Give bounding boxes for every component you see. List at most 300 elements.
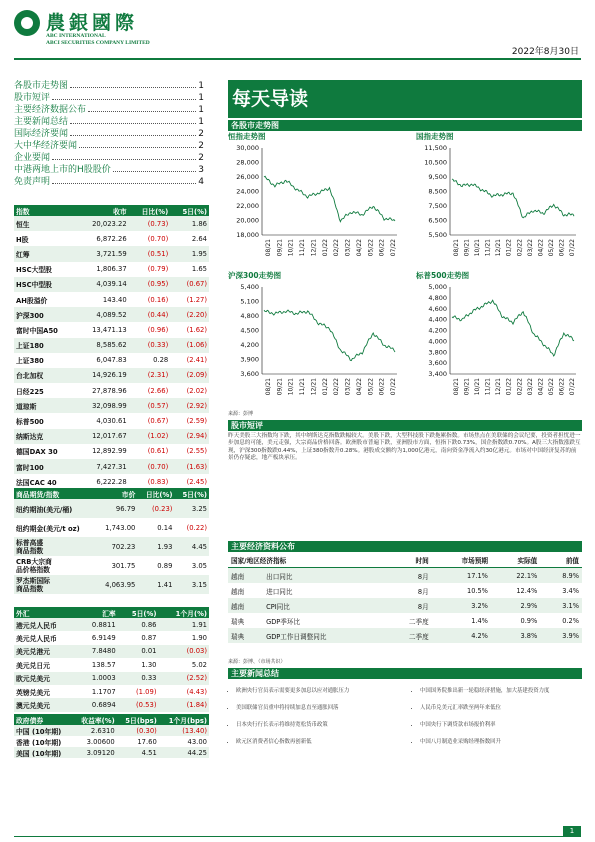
- table-header: 1个月(%): [158, 607, 209, 618]
- table-cell: 美国 (10年期): [14, 747, 72, 758]
- table-cell: 138.57: [91, 660, 116, 669]
- table-cell: 德国DAX 30: [16, 448, 58, 457]
- table-row: [14, 216, 209, 231]
- table-cell: 0.9%: [520, 616, 538, 625]
- table-cell: 5.02: [191, 660, 207, 669]
- table-cell: 6,872.26: [96, 234, 127, 243]
- x-tick-label: 01/22: [321, 378, 329, 396]
- table-cell: 纳斯达克: [14, 429, 76, 444]
- news-item: • 欧洲央行官员表示需要更多加息以应对通胀压力: [236, 688, 403, 695]
- news-item: • 欧元区消费者信心指数再创新低: [236, 739, 403, 746]
- x-tick-label: 02/22: [516, 239, 524, 257]
- y-tick-label: 5,000: [428, 283, 447, 291]
- table-row: [14, 658, 209, 671]
- table-cell: 301.75: [111, 561, 136, 570]
- table-cell: (0.53): [118, 698, 159, 711]
- table-cell: AH股溢价: [16, 296, 48, 305]
- table-cell: 8月: [385, 598, 432, 613]
- table-cell: 0.28: [153, 356, 169, 365]
- table-cell: 143.40: [102, 295, 127, 304]
- table-row: [14, 575, 209, 594]
- table-cell: (2.02): [186, 386, 207, 395]
- table-cell: (2.09): [170, 368, 209, 383]
- table-cell: 44.25: [159, 747, 209, 758]
- table-cell: 恒生: [14, 216, 76, 231]
- y-tick-label: 3,900: [240, 355, 259, 364]
- table-cell: (0.70): [147, 234, 169, 243]
- x-tick-label: 12/21: [495, 378, 503, 396]
- x-tick-label: 01/22: [505, 239, 513, 257]
- table-cell: CPI同比: [263, 598, 384, 613]
- toc-dots: [52, 176, 196, 184]
- table-row: [14, 499, 209, 518]
- table-row: [228, 613, 582, 628]
- table-cell: 上证380: [16, 357, 44, 366]
- table-cell: 12,017.67: [76, 429, 128, 444]
- table-cell: 0.01: [118, 645, 159, 658]
- toc-item-page: 2: [198, 141, 204, 151]
- y-tick-label: 3,600: [428, 359, 447, 368]
- table-header: 时间: [385, 552, 432, 568]
- x-tick-label: 08/21: [453, 378, 460, 396]
- toc-item[interactable]: [14, 164, 204, 176]
- x-tick-label: 03/22: [526, 239, 534, 257]
- toc-item[interactable]: [14, 176, 204, 188]
- report-date: 2022年8月30日: [511, 47, 579, 57]
- chart-source: 来源：彭博: [228, 411, 254, 417]
- y-tick-label: 22,000: [236, 202, 259, 210]
- table-cell: (0.67): [170, 277, 209, 292]
- table-header: 国家/地区经济指标: [228, 552, 385, 568]
- market-comment: 昨天美股三大指数均下跌，其中纳斯达克指数跌幅较大。美股下跌，大型科技股下跌拖累指数。市场焦点在美联储的会议纪要，投资者担忧进一步加息的可能，美元走强，大宗商品价格回落。欧洲股市普遍下跌，亚洲股市方面，恒指下跌0.73%，国企指数跌0.70%。A股三大指数涨跌互现，沪深300指数跌0.44%，上证380指数升0.28%。港股成交额约为1,000亿港元，南向资金净流入约30亿港元。市场对中国经济复苏的前景仍存疑虑，地产板块承压。: [228, 433, 581, 462]
- table-cell: 纽约期油(美元/桶): [14, 499, 96, 518]
- table-row: [14, 556, 209, 575]
- table-cell: (2.41): [186, 356, 207, 365]
- table-cell: 瑞典: [228, 628, 263, 643]
- table-cell: 红筹: [14, 246, 76, 261]
- x-tick-label: 02/22: [516, 378, 524, 396]
- table-cell: (2.45): [186, 477, 207, 486]
- table-cell: 12,892.99: [92, 447, 127, 456]
- table-cell: 富时中国A50: [16, 326, 58, 335]
- table-cell: 日经225: [16, 387, 44, 396]
- toc-item[interactable]: [14, 104, 204, 116]
- x-tick-label: 06/22: [558, 239, 566, 257]
- table-cell: 英镑兑美元: [16, 688, 50, 697]
- table-row: [14, 292, 209, 307]
- x-tick-label: 06/22: [378, 378, 386, 396]
- table-row: [14, 537, 209, 556]
- table-cell: 12.4%: [516, 586, 538, 595]
- y-tick-label: 26,000: [236, 173, 259, 181]
- toc-dots: [70, 80, 196, 88]
- x-tick-label: 06/22: [558, 378, 566, 396]
- news-item: • 人民币兑美元汇率跌至两年来低位: [420, 705, 582, 712]
- table-cell: (1.84): [158, 698, 209, 711]
- chart-csi300: [228, 270, 403, 405]
- table-row: [14, 747, 209, 758]
- y-tick-label: 4,800: [428, 293, 447, 302]
- table-cell: 3.2%: [432, 598, 491, 613]
- y-tick-label: 5,400: [240, 283, 259, 291]
- x-tick-label: 12/21: [310, 239, 318, 257]
- y-tick-label: 4,600: [428, 304, 447, 313]
- chart-hsi: [228, 131, 403, 266]
- table-row: [14, 631, 209, 644]
- table-cell: (0.30): [117, 725, 159, 736]
- x-tick-label: 02/22: [333, 378, 341, 396]
- toc-item[interactable]: [14, 116, 204, 128]
- toc-item-page: 4: [198, 177, 204, 187]
- toc-item-title: 中港两地上市的H股股价: [14, 165, 111, 175]
- toc-item[interactable]: [14, 92, 204, 104]
- table-cell: 0.2%: [562, 616, 579, 625]
- commodity-table: [14, 488, 209, 594]
- table-cell: 瑞典: [231, 617, 245, 626]
- table-cell: (0.57): [129, 398, 171, 413]
- table-row: [14, 645, 209, 658]
- table-cell: (2.59): [186, 417, 207, 426]
- table-row: [14, 618, 209, 631]
- toc-item[interactable]: [14, 140, 204, 152]
- toc-dots: [79, 140, 196, 148]
- table-cell: (0.67): [147, 417, 169, 426]
- table-cell: 3,721.59: [76, 246, 128, 261]
- y-tick-label: 4,500: [240, 326, 259, 335]
- table-cell: 3.00600: [86, 737, 115, 746]
- table-cell: 8.9%: [540, 568, 582, 584]
- y-tick-label: 4,000: [428, 337, 447, 346]
- series-line: [452, 179, 574, 218]
- page-number: 1: [563, 826, 581, 836]
- table-cell: 8,585.62: [76, 338, 128, 353]
- table-cell: 越南: [228, 598, 263, 613]
- table-row: [14, 231, 209, 246]
- table-cell: 22.1%: [491, 568, 540, 584]
- news-item: • 中国八月制造业采购经理指数回升: [420, 739, 582, 746]
- chart-title: 国指走势图: [416, 132, 454, 141]
- table-cell: 96.79: [96, 499, 137, 518]
- chart-svg: [416, 142, 582, 265]
- section-comment: 股市短评: [228, 420, 582, 431]
- table-cell: 0.14: [157, 523, 173, 532]
- abci-logo-icon: [14, 10, 40, 36]
- logo-english-2: ABCI SECURITIES COMPANY LIMITED: [46, 40, 150, 46]
- table-cell: (2.20): [170, 307, 209, 322]
- table-cell: 标普高盛 商品指数: [14, 537, 96, 556]
- table-row: [228, 598, 582, 613]
- table-cell: 美元兑日元: [16, 661, 50, 670]
- toc-item-page: 2: [198, 153, 204, 163]
- table-cell: 道琼斯: [14, 398, 76, 413]
- table-cell: 1.95: [170, 246, 209, 261]
- table-row: [14, 725, 209, 736]
- table-cell: 1.86: [170, 216, 209, 231]
- table-cell: HSC中型股: [14, 277, 76, 292]
- x-tick-label: 02/22: [333, 239, 341, 257]
- table-cell: 702.23: [96, 537, 137, 556]
- table-cell: 4,089.52: [76, 307, 128, 322]
- table-row: [14, 459, 209, 474]
- table-cell: 1.65: [191, 265, 207, 274]
- table-cell: 7,427.31: [76, 459, 128, 474]
- table-cell: 3.09120: [72, 747, 116, 758]
- toc-item[interactable]: [14, 80, 204, 92]
- news-item: • 美国联储官员重申将持续加息直至通胀回落: [236, 705, 403, 712]
- y-tick-label: 18,000: [236, 231, 259, 239]
- table-cell: (0.23): [137, 499, 174, 518]
- table-cell: (0.61): [147, 447, 169, 456]
- x-tick-label: 08/21: [265, 378, 272, 396]
- x-tick-label: 12/21: [310, 378, 318, 396]
- table-cell: 6,222.28: [96, 477, 127, 486]
- logo-chinese: 農銀國際: [46, 12, 139, 34]
- table-cell: 法国CAC 40: [16, 478, 57, 487]
- chart-hscei: [416, 131, 582, 266]
- table-row: [228, 583, 582, 598]
- table-cell: 0.8811: [78, 618, 118, 631]
- table-cell: (0.96): [147, 325, 169, 334]
- table-cell: GDP季环比: [266, 617, 301, 626]
- table-cell: 越南: [228, 568, 263, 584]
- table-cell: 1.30: [141, 660, 157, 669]
- x-tick-label: 05/22: [367, 378, 375, 396]
- x-tick-label: 04/22: [537, 378, 545, 396]
- table-cell: 6,047.83: [96, 356, 127, 365]
- table-row: [14, 685, 209, 698]
- table-header: 5日(%): [118, 607, 159, 618]
- table-cell: (1.62): [186, 325, 207, 334]
- table-header: 政府债券: [14, 714, 72, 725]
- table-row: [14, 698, 209, 711]
- news-left: [228, 688, 403, 756]
- x-tick-label: 09/21: [276, 239, 284, 257]
- toc-dots: [70, 116, 196, 124]
- x-tick-label: 12/21: [495, 239, 503, 257]
- table-cell: 4,030.61: [96, 417, 127, 426]
- table-row: [228, 628, 582, 643]
- table-cell: 20,023.22: [76, 216, 128, 231]
- table-cell: 2.64: [191, 234, 207, 243]
- x-tick-label: 10/21: [287, 378, 295, 396]
- table-cell: 13,471.13: [92, 325, 127, 334]
- table-cell: 标普500: [16, 418, 44, 427]
- table-cell: (0.22): [186, 523, 207, 532]
- y-tick-label: 3,800: [428, 348, 447, 357]
- series-line: [264, 176, 395, 221]
- index-table: [14, 205, 209, 489]
- table-cell: 台北加权: [14, 368, 76, 383]
- y-tick-label: 11,500: [424, 144, 447, 152]
- toc-dots: [52, 92, 196, 100]
- x-tick-label: 09/21: [463, 239, 471, 257]
- table-cell: 4.45: [174, 537, 209, 556]
- y-tick-label: 5,100: [240, 297, 259, 306]
- table-cell: 0.33: [118, 672, 159, 685]
- table-row: [14, 672, 209, 685]
- table-row: [14, 307, 209, 322]
- x-tick-label: 07/22: [569, 239, 576, 257]
- table-cell: 中国 (10年期): [14, 725, 72, 736]
- section-charts: 各股市走势图: [228, 120, 582, 131]
- toc-dots: [70, 128, 196, 136]
- x-tick-label: 08/21: [265, 239, 272, 257]
- y-tick-label: 3,400: [428, 370, 447, 378]
- toc-item[interactable]: [14, 152, 204, 164]
- x-tick-label: 11/21: [484, 378, 492, 396]
- table-cell: (0.33): [129, 338, 171, 353]
- chart-sp500: [416, 270, 582, 405]
- table-cell: (2.31): [129, 368, 171, 383]
- y-tick-label: 10,500: [424, 158, 447, 167]
- table-cell: 0.87: [141, 634, 157, 643]
- table-cell: 越南: [231, 587, 245, 596]
- table-cell: (0.16): [147, 295, 169, 304]
- y-tick-label: 5,500: [428, 231, 447, 239]
- toc-item-title: 免责声明: [14, 177, 51, 187]
- table-cell: 二季度: [408, 617, 429, 626]
- table-header: 外汇: [14, 607, 78, 618]
- x-tick-label: 06/22: [378, 239, 386, 257]
- table-cell: 17.60: [137, 737, 157, 746]
- table-header: 前值: [540, 552, 582, 568]
- table-cell: 美元兑港元: [14, 645, 78, 658]
- table-header: 日比(%): [129, 205, 171, 216]
- table-cell: 二季度: [385, 628, 432, 643]
- x-tick-label: 10/21: [474, 239, 482, 257]
- news-item: • 中国央行下调贷款市场报价利率: [420, 722, 582, 729]
- toc-item-title: 主要经济数据公布: [14, 105, 87, 115]
- x-tick-label: 09/21: [463, 378, 471, 396]
- x-tick-label: 11/21: [484, 239, 492, 257]
- fx-table: [14, 607, 209, 712]
- toc-dots: [52, 152, 196, 160]
- table-cell: (4.43): [186, 687, 207, 696]
- header-divider: [14, 58, 581, 60]
- eco-table: [228, 552, 582, 643]
- x-tick-label: 03/22: [344, 378, 352, 396]
- table-header: 日比(%): [137, 488, 174, 499]
- table-row: [14, 518, 209, 537]
- table-cell: 4.2%: [432, 628, 491, 643]
- toc-item-page: 1: [198, 93, 204, 103]
- table-row: [14, 246, 209, 261]
- news-item: • 中国国务院推出新一轮稳经济措施，加大基建投资力度: [420, 688, 582, 695]
- table-cell: H股: [16, 235, 29, 244]
- table-cell: HSC大型股: [16, 266, 52, 275]
- table-cell: 1.4%: [471, 616, 488, 625]
- table-cell: 1.91: [158, 618, 209, 631]
- table-row: [14, 736, 209, 747]
- table-cell: 欧元兑美元: [14, 672, 78, 685]
- table-cell: 32,098.99: [76, 398, 128, 413]
- table-cell: 进口同比: [266, 587, 293, 596]
- table-cell: 14,926.19: [76, 368, 128, 383]
- table-cell: (0.51): [129, 246, 171, 261]
- table-cell: CRB大宗商 品价格指数: [16, 557, 52, 574]
- x-tick-label: 01/22: [505, 378, 513, 396]
- x-tick-label: 10/21: [287, 239, 295, 257]
- table-cell: 沪深300: [14, 307, 76, 322]
- table-cell: 1.93: [137, 537, 174, 556]
- y-tick-label: 4,200: [240, 341, 259, 349]
- table-header: 实际值: [491, 552, 540, 568]
- table-header: 市场预期: [432, 552, 491, 568]
- toc-item[interactable]: [14, 128, 204, 140]
- table-cell: 上证180: [14, 338, 76, 353]
- table-cell: 3.1%: [540, 598, 582, 613]
- x-tick-label: 03/22: [344, 239, 352, 257]
- table-cell: (0.83): [147, 477, 169, 486]
- table-cell: 4,063.95: [96, 575, 137, 594]
- table-cell: 1,806.37: [96, 265, 127, 274]
- table-cell: 3.05: [191, 561, 207, 570]
- table-cell: 1,743.00: [105, 523, 136, 532]
- table-cell: 1.90: [191, 634, 207, 643]
- x-tick-label: 11/21: [299, 239, 307, 257]
- chart-svg: [228, 142, 403, 265]
- table-cell: 3.15: [174, 575, 209, 594]
- table-cell: (2.92): [170, 398, 209, 413]
- table-row: [14, 444, 209, 459]
- x-tick-label: 03/22: [526, 378, 534, 396]
- table-cell: (0.03): [158, 645, 209, 658]
- table-row: [14, 353, 209, 368]
- table-row: [14, 262, 209, 277]
- table-cell: 1.0003: [78, 672, 118, 685]
- table-header: 1个月(bps): [159, 714, 209, 725]
- y-tick-label: 24,000: [236, 187, 259, 196]
- table-cell: (1.09): [136, 687, 157, 696]
- page-title: 每天导读: [228, 80, 582, 118]
- table-header: 5日(%): [170, 205, 209, 216]
- x-tick-label: 10/21: [474, 378, 482, 396]
- table-cell: 3.9%: [540, 628, 582, 643]
- table-cell: (2.55): [186, 447, 207, 456]
- table-cell: 香港 (10年期): [16, 738, 62, 747]
- table-row: [14, 368, 209, 383]
- section-news: 主要新闻总结: [228, 668, 582, 679]
- toc-item-page: 1: [198, 81, 204, 91]
- table-cell: 出口同比: [263, 568, 384, 584]
- table-cell: (1.27): [186, 295, 207, 304]
- table-cell: 2.6310: [72, 725, 116, 736]
- y-tick-label: 3,600: [240, 370, 259, 378]
- toc-item-title: 国际经济要闻: [14, 129, 69, 139]
- y-tick-label: 9,500: [428, 173, 447, 181]
- y-tick-label: 4,200: [428, 326, 447, 335]
- table-cell: 美元兑人民币: [16, 635, 57, 644]
- table-cell: (0.79): [147, 265, 169, 274]
- table-cell: 4.51: [117, 747, 159, 758]
- y-tick-label: 28,000: [236, 158, 259, 167]
- table-cell: (0.70): [129, 459, 171, 474]
- toc-item-title: 企业要闻: [14, 153, 51, 163]
- toc-item-page: 3: [198, 165, 204, 175]
- table-cell: GDP工作日调整同比: [263, 628, 384, 643]
- y-tick-label: 20,000: [236, 216, 259, 225]
- logo-english-1: ABC INTERNATIONAL: [46, 33, 106, 39]
- table-cell: (2.94): [170, 429, 209, 444]
- y-tick-label: 8,500: [428, 187, 447, 196]
- table-cell: 3.25: [174, 499, 209, 518]
- chart-title: 沪深300走势图: [228, 271, 282, 280]
- y-tick-label: 7,500: [428, 202, 447, 210]
- table-cell: 2.9%: [491, 598, 540, 613]
- toc-dots: [88, 104, 196, 112]
- toc-item-title: 股市短评: [14, 93, 51, 103]
- table-cell: 港元兑人民币: [14, 618, 78, 631]
